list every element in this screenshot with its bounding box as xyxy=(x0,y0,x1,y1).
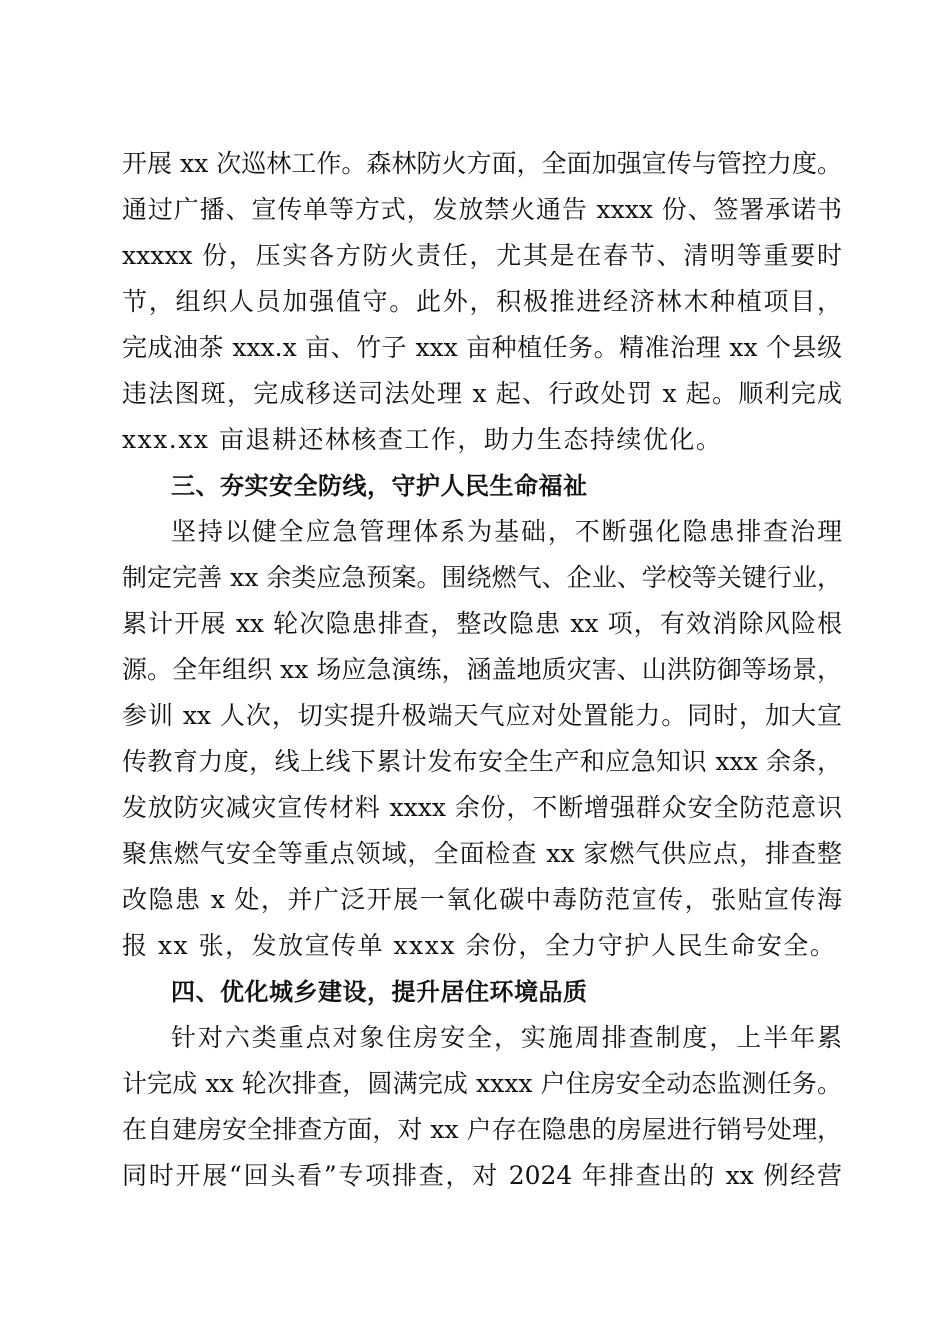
paragraph-line-last: xxx.xx 亩退耕还林核查工作，助力生态持续优化。 xyxy=(122,425,723,454)
paragraph-line: xxxxx 份，压实各方防火责任，尤其是在春节、清明等重要时 xyxy=(122,241,842,270)
paragraph-line: 改隐患 x 处，并广泛开展一氧化碳中毒防范宣传，张贴宣传海 xyxy=(122,885,842,914)
paragraph-line: 通过广播、宣传单等方式，发放禁火通告 xxxx 份、签署承诺书 xyxy=(122,195,842,224)
paragraph-line: 源。全年组织 xx 场应急演练，涵盖地质灾害、山洪防御等场景， xyxy=(122,655,842,684)
paragraph-line: 发放防灾减灾宣传材料 xxxx 余份，不断增强群众安全防范意识 xyxy=(122,793,842,822)
paragraph-line: 累计开展 xx 轮次隐患排查，整改隐患 xx 项，有效消除风险根 xyxy=(122,609,842,638)
paragraph-line-first: 坚持以健全应急管理体系为基础，不断强化隐患排查治理 xyxy=(171,517,842,546)
paragraph-line: 违法图斑，完成移送司法处理 x 起、行政处罚 x 起。顺利完成 xyxy=(122,379,842,408)
paragraph-line: 节，组织人员加强值守。此外，积极推进经济林木种植项目， xyxy=(122,287,842,316)
paragraph-line: 开展 xx 次巡林工作。森林防火方面，全面加强宣传与管控力度。 xyxy=(122,149,842,178)
paragraph-line: 传教育力度，线上线下累计发布安全生产和应急知识 xxx 余条， xyxy=(122,747,842,776)
section-heading: 三、夯实安全防线，守护人民生命福祉 xyxy=(171,472,588,500)
paragraph-line: 计完成 xx 轮次排查，圆满完成 xxxx 户住房安全动态监测任务。 xyxy=(122,1069,842,1098)
paragraph-line: 同时开展“回头看”专项排查，对 2024 年排查出的 xx 例经营 xyxy=(122,1161,842,1190)
paragraph-line-first: 针对六类重点对象住房安全，实施周排查制度，上半年累 xyxy=(171,1023,842,1052)
section-heading: 四、优化城乡建设，提升居住环境品质 xyxy=(171,978,588,1006)
paragraph-line: 参训 xx 人次，切实提升极端天气应对处置能力。同时，加大宣 xyxy=(122,701,842,730)
paragraph-line: 完成油茶 xxx.x 亩、竹子 xxx 亩种植任务。精准治理 xx 个县级 xyxy=(122,333,842,362)
paragraph-line: 聚焦燃气安全等重点领域，全面检查 xx 家燃气供应点，排查整 xyxy=(122,839,842,868)
paragraph-line: 在自建房安全排查方面，对 xx 户存在隐患的房屋进行销号处理， xyxy=(122,1115,842,1144)
paragraph-line-last: 报 xx 张，发放宣传单 xxxx 余份，全力守护人民生命安全。 xyxy=(122,931,837,960)
paragraph-line: 制定完善 xx 余类应急预案。围绕燃气、企业、学校等关键行业， xyxy=(122,563,842,592)
